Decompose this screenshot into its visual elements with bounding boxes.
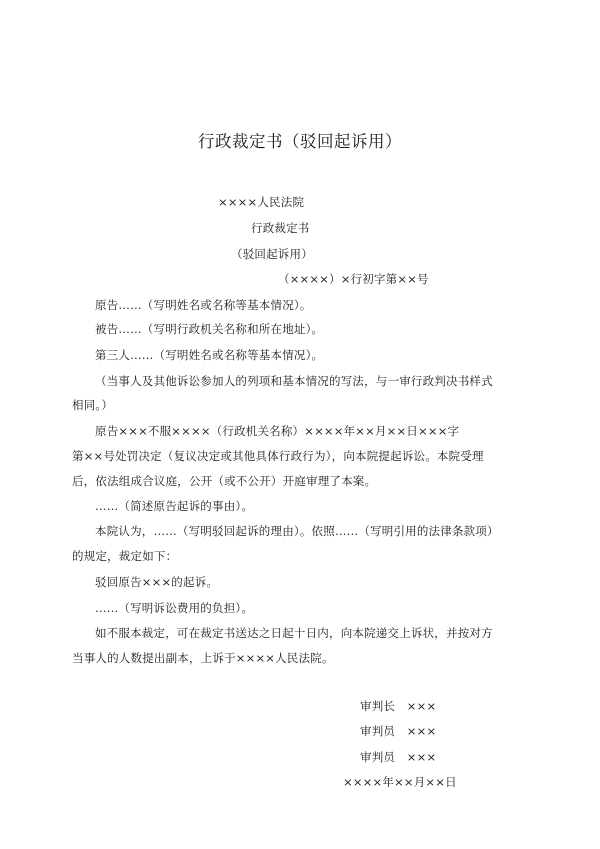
reasoning-line-2: 的规定，裁定如下： bbox=[72, 549, 178, 563]
facts-line-3: 后，依法组成合议庭，公开（或不公开）开庭审理了本案。 bbox=[72, 474, 377, 488]
note-line-2: 相同。） bbox=[72, 398, 114, 412]
doc-type: 行政裁定书 bbox=[251, 221, 310, 235]
court-name: ××××人民法院 bbox=[218, 195, 305, 209]
defendant-line: 被告……（写明行政机关名称和所在地址）。 bbox=[95, 322, 324, 336]
appeal-line-2: 当事人的人数提出副本，上诉于××××人民法院。 bbox=[72, 651, 334, 665]
ruling-line: 驳回原告×××的起诉。 bbox=[95, 575, 219, 589]
facts-line-2: 第××号处罚决定（复议决定或其他具体行政行为），向本院提起诉讼。本院受理 bbox=[72, 449, 484, 463]
appeal-line-1: 如不服本裁定，可在裁定书送达之日起十日内，向本院递交上诉状，并按对方 bbox=[95, 626, 493, 640]
document-title: 行政裁定书（驳回起诉用） bbox=[198, 132, 402, 151]
plaintiff-line: 原告……（写明姓名或名称等基本情况）。 bbox=[95, 298, 312, 312]
facts-line-1: 原告×××不服××××（行政机关名称）××××年××月××日×××字 bbox=[95, 424, 460, 438]
claim-summary: ……（简述原告起诉的事由）。 bbox=[95, 499, 254, 513]
note-line-1: （当事人及其他诉讼参加人的列项和基本情况的写法，与一审行政判决书样式 bbox=[95, 374, 493, 388]
reasoning-line-1: 本院认为，……（写明驳回起诉的理由）。依照……（写明引用的法律条款项） bbox=[95, 524, 499, 538]
doc-subtype: （驳回起诉用） bbox=[231, 247, 313, 261]
signature-chief-judge: 审判长 ××× bbox=[360, 699, 437, 713]
third-party-line: 第三人……（写明姓名或名称等基本情况）。 bbox=[95, 348, 324, 362]
signature-judge-2: 审判员 ××× bbox=[360, 750, 437, 764]
signature-judge-1: 审判员 ××× bbox=[360, 724, 437, 738]
signature-date: ××××年××月××日 bbox=[343, 775, 457, 789]
cost-line: ……（写明诉讼费用的负担）。 bbox=[95, 601, 254, 615]
case-number: （××××）×行初字第××号 bbox=[278, 272, 429, 286]
